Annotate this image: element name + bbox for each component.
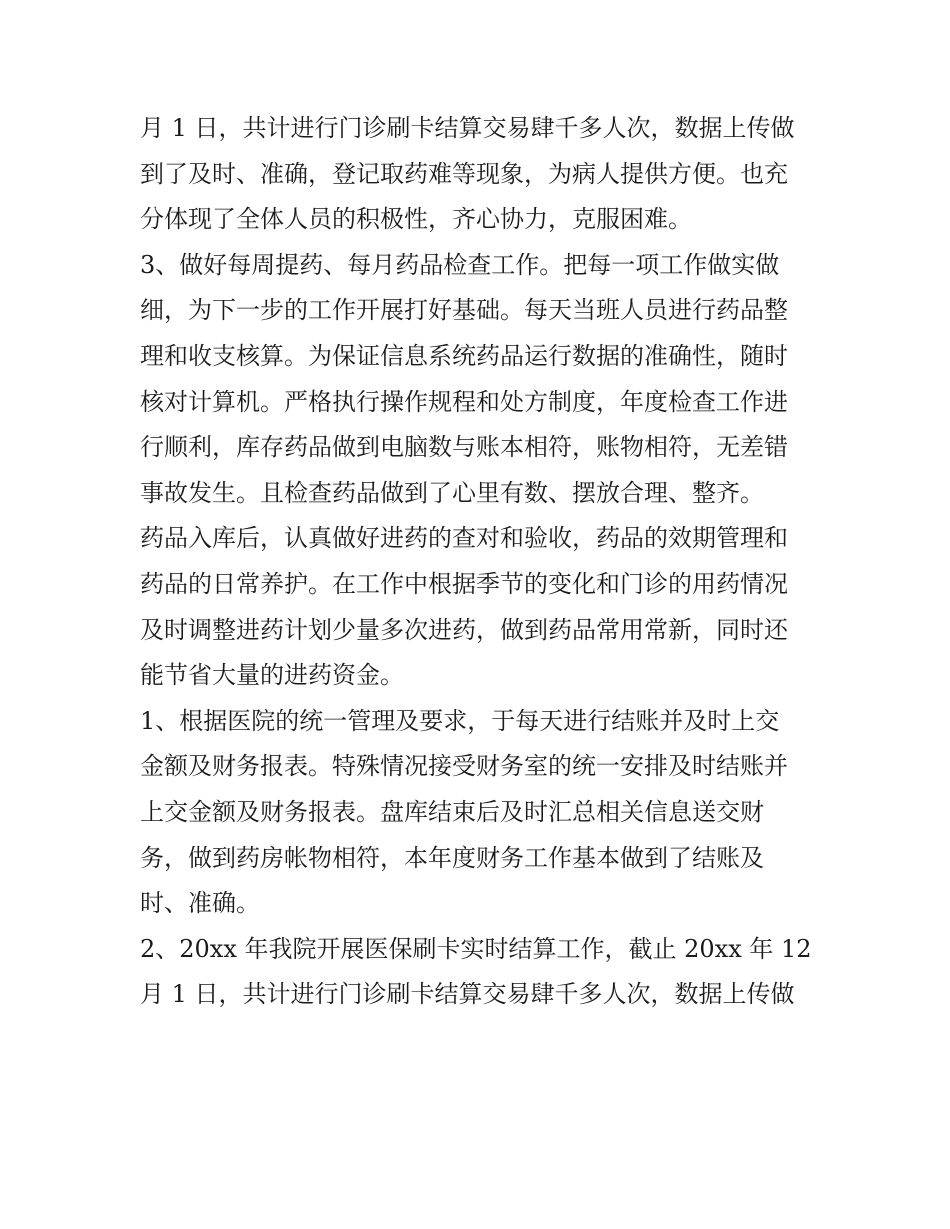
text-line-3: 分体现了全体人员的积极性，齐心协力，克服困难。 — [140, 205, 692, 234]
text-line-7: 核对计算机。严格执行操作规程和处方制度，年度检查工作进 — [140, 387, 788, 416]
text-line-15: 金额及财务报表。特殊情况接受财务室的统一安排及时结账并 — [140, 752, 788, 781]
text-line-20: 月 1 日，共计进行门诊刷卡结算交易肆千多人次，数据上传做 — [140, 980, 795, 1009]
text-line-19: 2、20xx 年我院开展医保刷卡实时结算工作，截止 20xx 年 12 — [140, 934, 812, 963]
text-line-17: 务，做到药房帐物相符，本年度财务工作基本做到了结账及 — [140, 843, 764, 872]
document-page — [140, 106, 820, 1018]
text-line-6: 理和收支核算。为保证信息系统药品运行数据的准确性，随时 — [140, 341, 788, 370]
text-line-10: 药品入库后，认真做好进药的查对和验收，药品的效期管理和 — [140, 524, 788, 553]
text-line-2: 到了及时、准确，登记取药难等现象，为病人提供方便。也充 — [140, 159, 788, 188]
text-line-9: 事故发生。且检查药品做到了心里有数、摆放合理、整齐。 — [140, 478, 764, 507]
text-line-5: 细，为下一步的工作开展打好基础。每天当班人员进行药品整 — [140, 296, 788, 325]
text-line-14: 1、根据医院的统一管理及要求，于每天进行结账并及时上交 — [140, 706, 780, 735]
text-line-18: 时、准确。 — [140, 889, 260, 918]
text-line-13: 能节省大量的进药资金。 — [140, 661, 404, 690]
text-line-12: 及时调整进药计划少量多次进药，做到药品常用常新，同时还 — [140, 615, 788, 644]
text-line-11: 药品的日常养护。在工作中根据季节的变化和门诊的用药情况 — [140, 569, 788, 598]
text-line-4: 3、做好每周提药、每月药品检查工作。把每一项工作做实做 — [140, 250, 780, 279]
text-line-1: 月 1 日，共计进行门诊刷卡结算交易肆千多人次，数据上传做 — [140, 114, 795, 142]
text-line-16: 上交金额及财务报表。盘库结束后及时汇总相关信息送交财 — [140, 797, 764, 826]
text-line-8: 行顺利，库存药品做到电脑数与账本相符，账物相符，无差错 — [140, 433, 788, 462]
